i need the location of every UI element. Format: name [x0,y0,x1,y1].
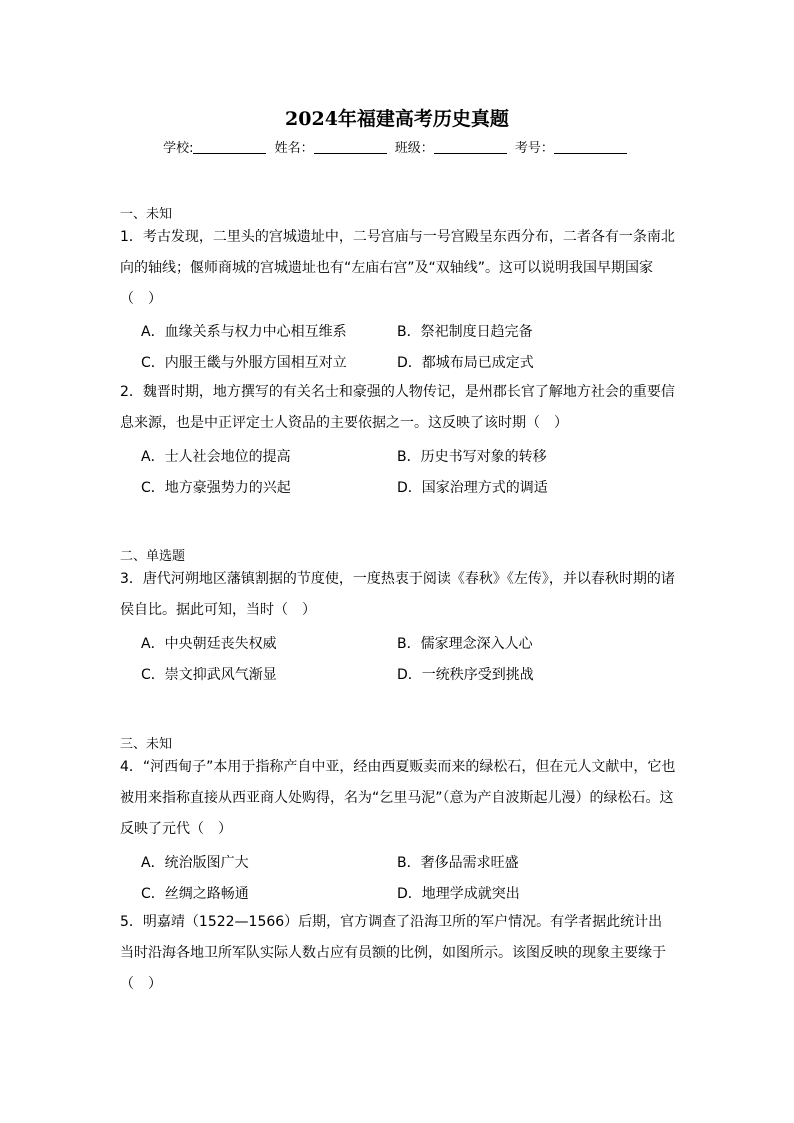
question-3-stem: 3．唐代河朔地区藩镇割据的节度使，一度热衷于阅读《春秋》《左传》，并以春秋时期的诸侯自比。据此可知，当时（ ） [120,571,675,618]
question-1-option-d: D．都城布局已成定式 [397,355,534,371]
question-3-option-a: A．中央朝廷丧失权威 [141,636,277,652]
question-3-option-b: B．儒家理念深入人心 [397,636,533,652]
question-5-stem: 5．明嘉靖（1522—1566）后期，官方调查了沿海卫所的军户情况。有学者据此统计出当时沿海各地卫所军队实际人数占应有员额的比例，如图所示。该图反映的现象主要缘于（ ） [120,914,666,992]
question-1-option-a: A．血缘关系与权力中心相互维系 [141,324,347,340]
exam-no-blank [554,140,627,154]
question-2-option-c: C．地方豪强势力的兴起 [141,480,291,496]
section-heading: 二、单选题 [120,549,186,564]
page-title: 2024年福建高考历史真题 [285,108,509,130]
question-1-stem: 1．考古发现，二里头的宫城遗址中，二号宫庙与一号宫殿呈东西分布，二者各有一条南北向的轴线；偃师商城的宫城遗址也有“左庙右宫”及“双轴线”。这可以说明我国早期国家（ ） [120,229,675,307]
name-label: 姓名： [274,141,314,156]
question-2-option-d: D．国家治理方式的调适 [397,480,548,496]
question-2-option-a: A．士人社会地位的提高 [141,449,291,465]
section-heading: 一、未知 [120,207,173,222]
question-1-option-c: C．内服王畿与外服方国相互对立 [141,355,347,371]
question-4-option-c: C．丝绸之路畅通 [141,886,249,902]
school-blank [193,140,266,154]
class-blank [434,140,507,154]
question-4-option-b: B．奢侈品需求旺盛 [397,855,519,871]
question-2-stem: 2．魏晋时期，地方撰写的有关名士和豪强的人物传记，是州郡长官了解地方社会的重要信息来源，也是中正评定士人资品的主要依据之一。这反映了该时期（ ） [120,384,675,431]
question-1-option-b: B．祭祀制度日趋完备 [397,324,533,340]
question-4-option-d: D．地理学成就突出 [397,886,520,902]
section-heading: 三、未知 [120,737,173,752]
name-blank [314,140,387,154]
school-label: 学校: [163,141,194,156]
student-info-line [0,137,794,156]
exam-no-label: 考号： [514,141,554,156]
class-label: 班级： [394,141,434,156]
question-4-stem: 4．“河西甸子”本用于指称产自中亚，经由西夏贩卖而来的绿松石，但在元人文献中，它也被用来指称直接从西亚商人处购得，名为“乞里马泥”（意为产自波斯起儿漫）的绿松石。这反映了元代（ ） [120,759,676,837]
question-3-option-c: C．崇文抑武风气渐显 [141,667,277,683]
question-2-option-b: B．历史书写对象的转移 [397,449,547,465]
question-4-option-a: A．统治版图广大 [141,855,249,871]
question-3-option-d: D．一统秩序受到挑战 [397,667,534,683]
